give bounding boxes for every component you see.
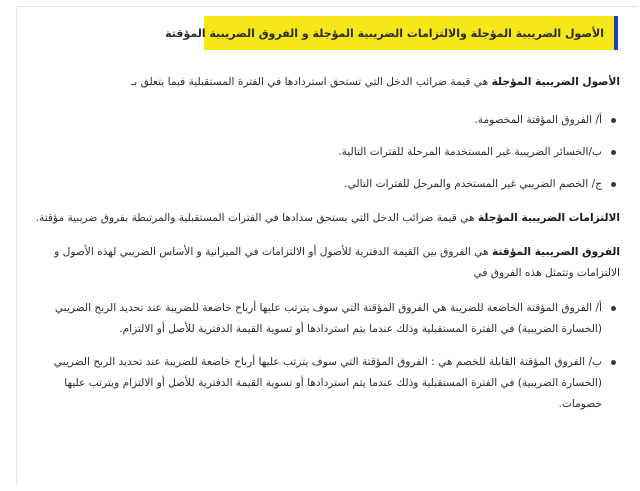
temporary-differences-text: هي الفروق بين القيمة الدفترية للأصول أو الالتزامات في الميزانية و الأساس الضريبي لهذه الأصول و الالتزامات وتتمثل هذه الفروق في — [54, 246, 620, 279]
list-item: أ/ الفروق المؤقتة الخاضعة للضريبة هي الفروق المؤقتة التي سوف يترتب عليها أرباح خاضعة للضريبة عند تحديد الربح الضريبي (الخسارة الضريبية) في الفترة المستقبلية وذلك عندما يتم استردادها أو تسوية القيمة الدفترية للأصل أو الالتزام. — [20, 298, 620, 340]
article-body — [20, 72, 620, 429]
temporary-differences-term: الفروق الضريبية المؤقتة — [492, 246, 620, 258]
section-title: الأصول الضريبية المؤجلة والالتزامات الضريبية المؤجلة و الفروق الضريبية المؤقتة — [165, 26, 604, 40]
deferred-liabilities-text: هي قيمة ضرائب الدخل التي يستحق سدادها في الفترات المستقبلية والمرتبطة بفروق ضريبية مؤقتة. — [35, 212, 475, 224]
list-item: ب/الخسائر الضريبية غير المستخدمة المرحلة للفترات التالية. — [20, 142, 620, 162]
deferred-liabilities-definition — [20, 208, 620, 228]
temporary-differences-list — [20, 298, 620, 415]
list-item: أ/ الفروق المؤقتة المخصومة. — [20, 110, 620, 130]
temporary-differences-definition — [20, 242, 620, 284]
deferred-assets-term: الأصول الضريبية المؤجلة — [491, 76, 620, 88]
deferred-assets-text: هي قيمة ضرائب الدخل التي تستحق استردادها في الفترة المستقبلية فيما يتعلق بـ — [131, 76, 489, 88]
deferred-liabilities-term: الالتزامات الضريبية المؤجلة — [477, 212, 620, 224]
deferred-assets-definition — [20, 72, 620, 92]
list-item: ب/ الفروق المؤقتة القابلة للخصم هي : الفروق المؤقتة التي سوف يترتب عليها أرباح خاضعة للضريبة عند تحديد الربح الضريبي (الخسارة الضريبية) في الفترة المستقبلية وذلك عندما يتم استردادها أو تسوية القيمة الدفترية للأصل أو الالتزام ويترتب عليها خصومات. — [20, 352, 620, 415]
section-title-bar — [165, 16, 618, 50]
list-item: ج/ الخصم الضريبي غير المستخدم والمرحل للفترات التالي. — [20, 174, 620, 194]
deferred-assets-list — [20, 110, 620, 194]
